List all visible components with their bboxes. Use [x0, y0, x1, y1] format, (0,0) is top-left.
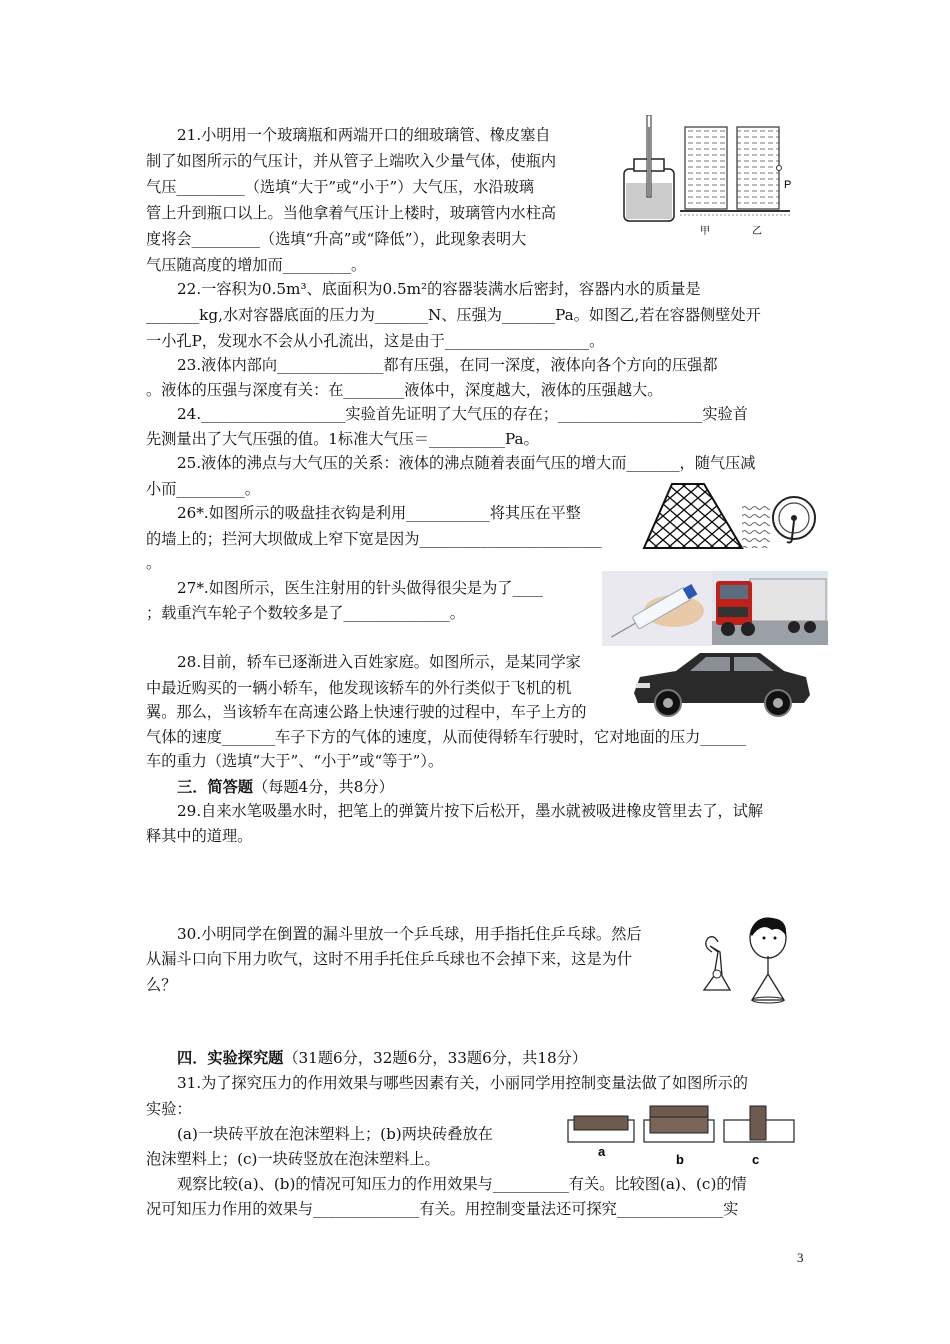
- q28-line-5: 车的重力（选填“大于”、“小于”或“等于”）。: [146, 752, 444, 770]
- bricks-on-foam-figure: [562, 1104, 802, 1168]
- q26-line-2: 的墙上的；拦河大坝做成上窄下宽是因为________________________: [146, 530, 602, 548]
- section-4-header: [177, 1048, 587, 1068]
- section-3-header: [177, 777, 394, 797]
- funnel-ping-pong-figure: [700, 916, 815, 1006]
- q25-line-1: 25.液体的沸点与大气压的关系：液体的沸点随着表面气压的增大而_______，随气压减: [177, 454, 756, 472]
- q26-line-1: 26*.如图所示的吸盘挂衣钩是利用___________将其压在平整: [177, 504, 581, 522]
- barometer-bottle-figure: [618, 115, 680, 225]
- q21-line-2: 制了如图所示的气压计，并从管子上端吹入少量气体，使瓶内: [146, 152, 557, 170]
- q31-line-1: 31.为了探究压力的作用效果与哪些因素有关，小丽同学用控制变量法做了如图所示的: [177, 1074, 748, 1092]
- page-number: 3: [797, 1250, 804, 1265]
- q26-line-3: 。: [146, 554, 162, 572]
- q28-line-2: 中最近购买的一辆小轿车，他发现该轿车的外行类似于飞机的机: [146, 679, 572, 697]
- water-containers-figure: [680, 122, 805, 237]
- section-4-note: （31题6分，32题6分，33题6分，共18分）: [283, 1049, 588, 1067]
- q21-line-5: 度将会_________（选填“升高”或“降低”），此现象表明大: [146, 230, 527, 248]
- q28-line-3: 翼。那么，当该轿车在高速公路上快速行驶的过程中，车子上方的: [146, 703, 587, 721]
- label-yi: 乙: [752, 226, 762, 237]
- label-a: a: [598, 1144, 606, 1159]
- section-4-title: 四．实验探究题: [177, 1049, 284, 1067]
- q31-line-2: 实验：: [146, 1100, 192, 1118]
- q22-line-2: _______kg,水对容器底面的压力为_______N、压强为_______Pa。如图乙,若在容器侧壁处开: [146, 306, 761, 324]
- truck-photo: [712, 571, 828, 645]
- q25-line-2: 小而_________。: [146, 480, 260, 498]
- label-jia: 甲: [700, 226, 710, 237]
- syringe-photo: [602, 571, 712, 646]
- q29-line-1: 29.自来水笔吸墨水时，把笔上的弹簧片按下后松开，墨水就被吸进橡皮管里去了，试解: [177, 802, 764, 820]
- q30-line-3: 么？: [146, 976, 177, 994]
- dam-and-suction-hook-figure: [642, 480, 817, 552]
- q28-line-1: 28.目前，轿车已逐渐进入百姓家庭。如图所示，是某同学家: [177, 653, 581, 671]
- q30-line-2: 从漏斗口向下用力吹气，这时不用手托住乒乓球也不会掉下来，这是为什: [146, 950, 632, 968]
- q31-line-5: 观察比较(a)、(b)的情况可知压力的作用效果与__________有关。比较图(a)、(c)的情: [177, 1175, 747, 1193]
- q27-line-2: ；载重汽车轮子个数较多是了______________。: [146, 604, 465, 622]
- q22-line-3: 一小孔P，发现水不会从小孔流出，这是由于___________________。: [146, 332, 605, 350]
- q23-line-2: 。液体的压强与深度有关：在________液体中，深度越大，液体的压强越大。: [146, 381, 663, 399]
- q21-line-6: 气压随高度的增加而_________。: [146, 256, 367, 274]
- q22-line-1: 22.一容积为0.5m³、底面积为0.5m²的容器装满水后密封，容器内水的质量是: [177, 280, 701, 298]
- section-3-note: （每题4分，共8分）: [252, 778, 394, 796]
- section-3-title: 三．简答题: [177, 778, 253, 796]
- label-p: P: [784, 179, 792, 191]
- q31-line-6: 况可知压力作用的效果与______________有关。用控制变量法还可探究______________实: [146, 1200, 739, 1218]
- q21-line-1: 21.小明用一个玻璃瓶和两端开口的细玻璃管、橡皮塞自: [177, 126, 551, 144]
- q23-line-1: 23.液体内部向______________都有压强，在同一深度，液体向各个方向的压强都: [177, 356, 718, 374]
- label-c: c: [752, 1152, 760, 1167]
- label-b: b: [676, 1152, 684, 1167]
- q24-line-2: 先测量出了大气压强的值。1标准大气压＝__________Pa。: [146, 430, 539, 448]
- q27-line-1: 27*.如图所示，医生注射用的针头做得很尖是为了____: [177, 579, 543, 597]
- q30-line-1: 30.小明同学在倒置的漏斗里放一个乒乓球，用手指托住乒乓球。然后: [177, 925, 642, 943]
- q31-line-3: (a)一块砖平放在泡沫塑料上；(b)两块砖叠放在: [177, 1125, 493, 1143]
- q21-line-4: 管上升到瓶口以上。当他拿着气压计上楼时，玻璃管内水柱高: [146, 204, 557, 222]
- sedan-car-figure: [628, 647, 813, 719]
- q24-line-1: 24.___________________实验首先证明了大气压的存在；___________________实验首: [177, 405, 748, 423]
- q31-line-4: 泡沫塑料上；(c)一块砖竖放在泡沫塑料上。: [146, 1150, 440, 1168]
- q29-line-2: 释其中的道理。: [146, 827, 253, 845]
- q21-line-3: 气压_________（选填“大于”或“小于”）大气压，水沿玻璃: [146, 178, 534, 196]
- q28-line-4: 气体的速度_______车子下方的气体的速度，从而使得轿车行驶时，它对地面的压力______: [146, 728, 746, 746]
